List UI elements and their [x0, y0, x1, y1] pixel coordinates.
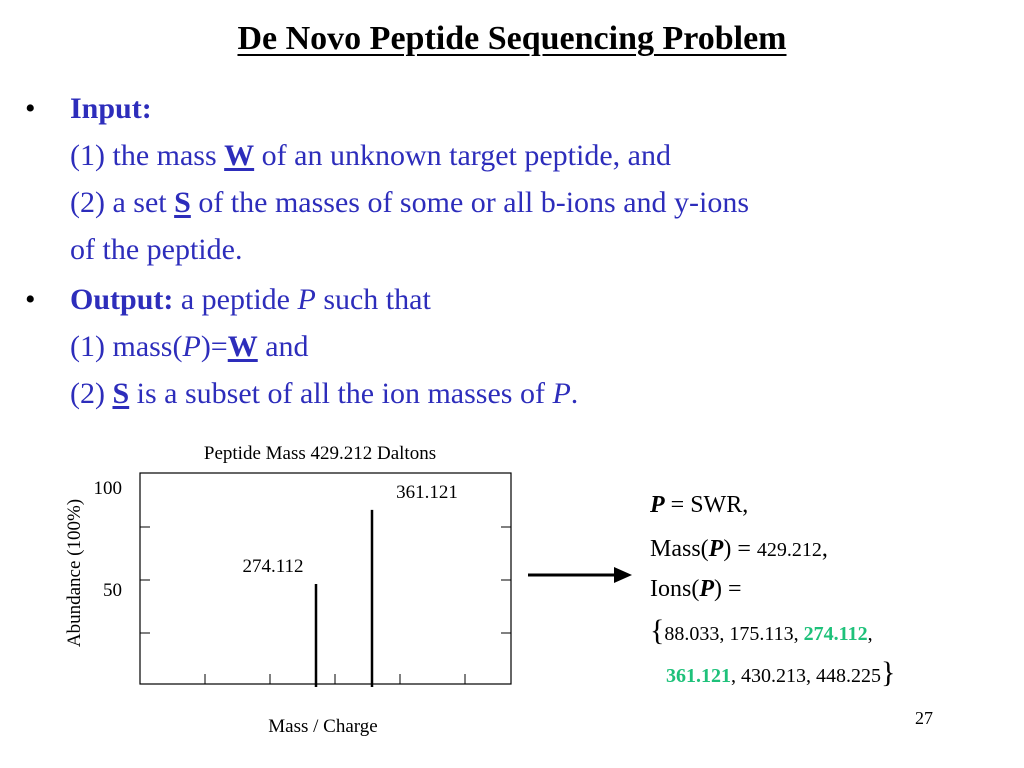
result-sequence: P = SWR, — [650, 492, 749, 518]
input-line-2: (2) a set S of the masses of some or all b-ions and y-ions — [70, 186, 750, 219]
y-tick-50: 50 — [103, 580, 122, 601]
input-line-3: of the peptide. — [70, 233, 243, 266]
y-axis-label: Abundance (100%) — [64, 498, 85, 648]
x-ticks — [205, 674, 465, 684]
output-line-1: (1) mass(P)=W and — [70, 330, 309, 363]
input-label: Input: — [70, 92, 152, 125]
peak-label-361: 361.121 — [396, 481, 458, 503]
slide-title: De Novo Peptide Sequencing Problem — [237, 20, 787, 57]
bullet-dot: • — [25, 92, 36, 125]
y-tick-100: 100 — [93, 478, 122, 499]
x-axis-label: Mass / Charge — [268, 716, 378, 737]
result-mass: Mass(P) = 429.212, — [650, 536, 828, 562]
arrow-right-icon — [528, 567, 632, 583]
result-ions-line-2: 361.121, 430.213, 448.225} — [666, 656, 896, 689]
page-number: 27 — [915, 708, 933, 728]
output-line-0: Output: a peptide P such that — [70, 283, 431, 316]
result-ions-label: Ions(P) = — [650, 576, 742, 602]
peak-label-274: 274.112 — [242, 556, 304, 577]
result-ions-line-1: {88.033, 175.113, 274.112, — [650, 614, 873, 647]
chart-title: Peptide Mass 429.212 Daltons — [203, 443, 437, 464]
y-ticks-left — [140, 527, 150, 633]
bullet-dot: • — [25, 283, 36, 316]
plot-frame — [140, 473, 511, 684]
input-line-1: (1) the mass W of an unknown target peptide, and — [70, 139, 671, 172]
output-line-2: (2) S is a subset of all the ion masses of P. — [70, 377, 579, 410]
y-ticks-right — [501, 527, 511, 633]
